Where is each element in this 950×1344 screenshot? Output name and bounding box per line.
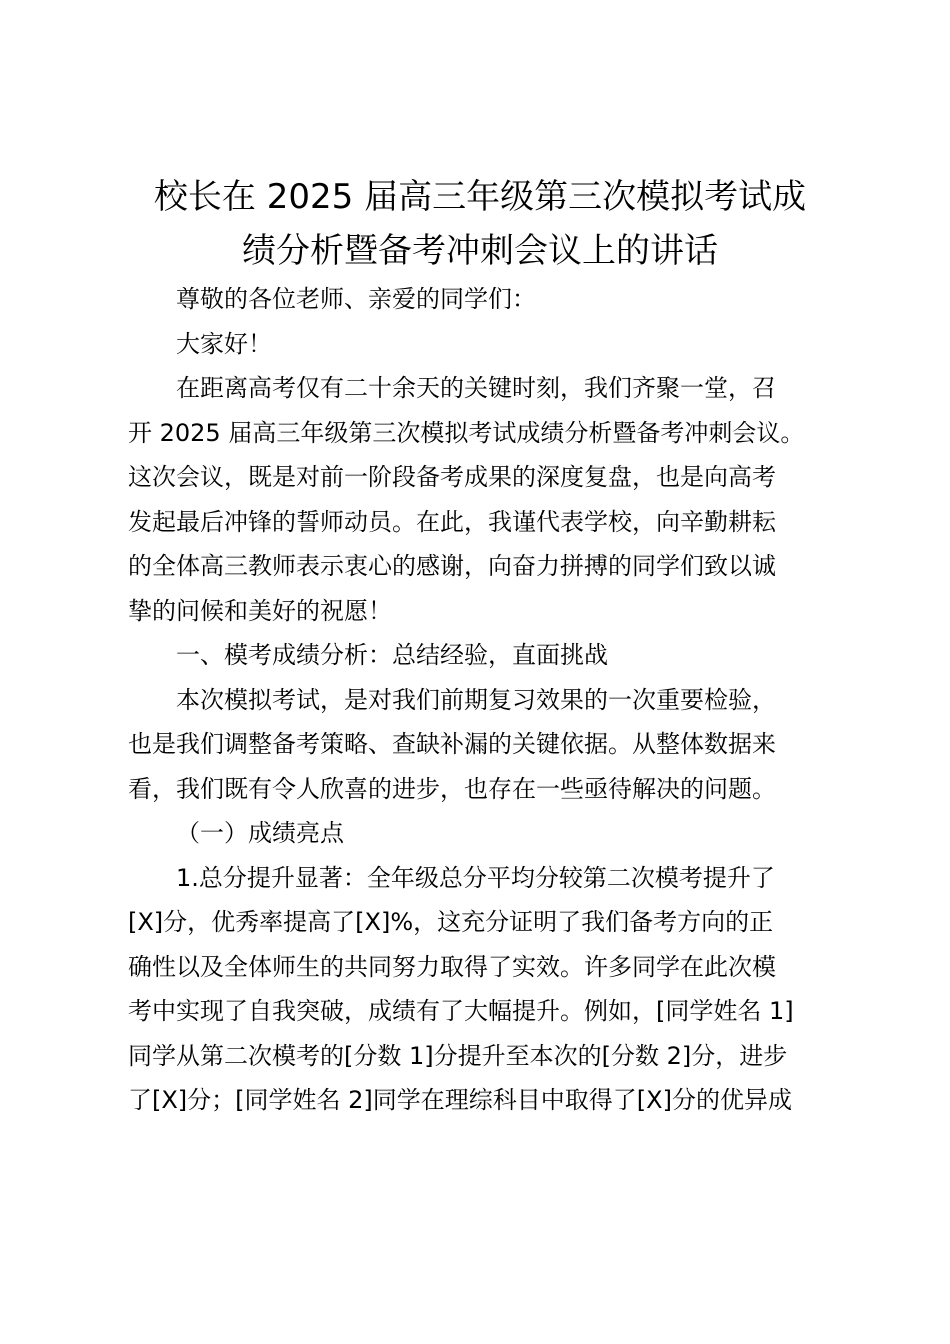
- intro-line: 挚的问候和美好的祝愿！: [128, 596, 392, 625]
- intro-line: 发起最后冲锋的誓师动员。在此，我谨代表学校，向辛勤耕耘: [128, 507, 776, 536]
- point1-line: [X]分，优秀率提高了[X]%，这充分证明了我们备考方向的正: [128, 908, 774, 936]
- intro-line: 在距离高考仅有二十余天的关键时刻，我们齐聚一堂，召: [176, 374, 776, 402]
- section1-line: 看，我们既有令人欣喜的进步，也存在一些亟待解决的问题。: [128, 774, 776, 803]
- document-page: [128, 0, 832, 1344]
- subsection-heading: （一）成绩亮点: [176, 819, 344, 847]
- title-line-1: 校长在 2025 届高三年级第三次模拟考试成: [153, 177, 807, 217]
- title-line-2: 绩分析暨备考冲刺会议上的讲话: [242, 231, 718, 271]
- point1-line: 了[X]分；[同学姓名 2]同学在理综科目中取得了[X]分的优异成: [128, 1086, 792, 1114]
- intro-line: 这次会议，既是对前一阶段备考成果的深度复盘，也是向高考: [128, 463, 776, 491]
- greeting: 大家好！: [176, 329, 272, 358]
- point1-line: 考中实现了自我突破，成绩有了大幅提升。例如，[同学姓名 1]: [128, 997, 794, 1025]
- section-heading: 一、模考成绩分析：总结经验，直面挑战: [176, 641, 608, 669]
- intro-paragraph: [128, 366, 832, 633]
- document-title: [118, 170, 842, 278]
- section1-line: 也是我们调整备考策略、查缺补漏的关键依据。从整体数据来: [128, 730, 776, 758]
- intro-line: 开 2025 届高三年级第三次模拟考试成绩分析暨备考冲刺会议。: [128, 418, 805, 447]
- point1-line: 确性以及全体师生的共同努力取得了实效。许多同学在此次模: [128, 952, 776, 981]
- section1-line: 本次模拟考试，是对我们前期复习效果的一次重要检验，: [176, 685, 776, 714]
- intro-line: 的全体高三教师表示衷心的感谢，向奋力拼搏的同学们致以诚: [128, 552, 776, 580]
- point1-line: 1.总分提升显著：全年级总分平均分较第二次模考提升了: [176, 863, 775, 892]
- document-body: [128, 277, 832, 1123]
- point1-line: 同学从第二次模考的[分数 1]分提升至本次的[分数 2]分，进步: [128, 1041, 788, 1070]
- salutation: 尊敬的各位老师、亲爱的同学们：: [176, 285, 536, 313]
- point1-paragraph: [128, 856, 832, 1123]
- section1-paragraph: [128, 678, 832, 812]
